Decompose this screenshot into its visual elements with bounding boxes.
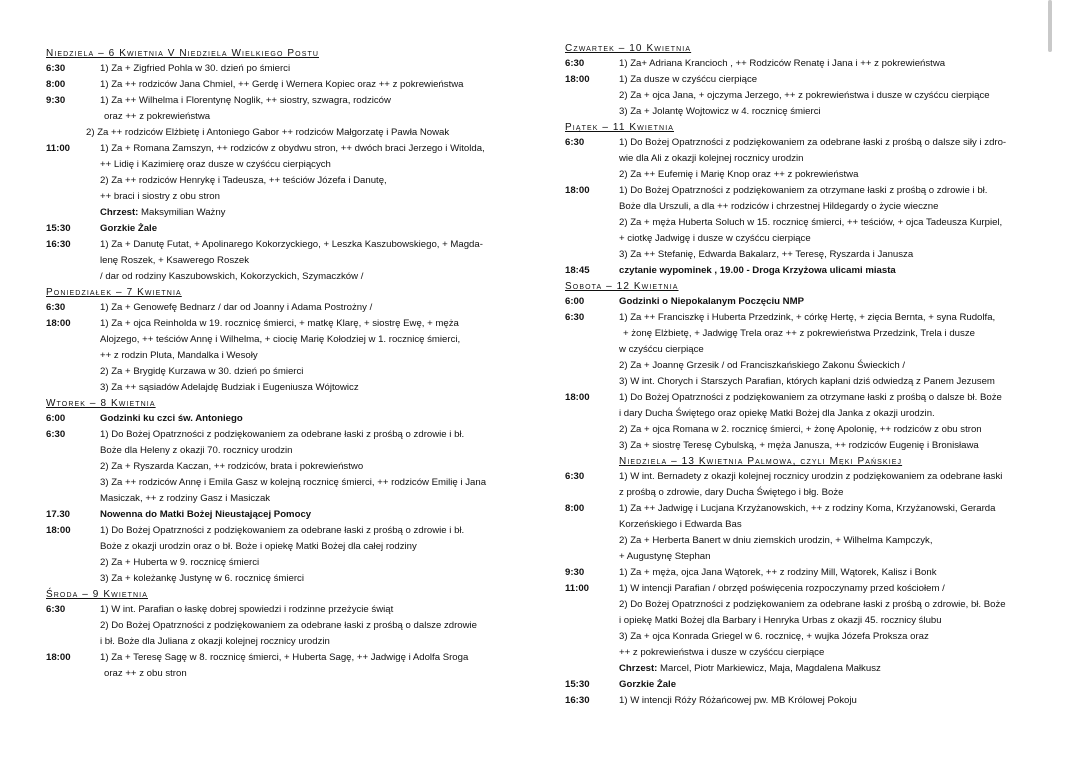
intention-line: 2) Za + Herberta Banert w dniu ziemskich urodzin, + Wilhelma Kampczyk, [619, 535, 933, 546]
intention-line: 1) Za ++ Wilhelma i Florentynę Noglik, ++ siostry, szwagra, rodziców [100, 95, 391, 106]
mass-time: 17.30 [46, 509, 71, 520]
day-header-tuesday-8: Wtorek – 8 Kwietnia [46, 398, 156, 409]
mass-row [565, 565, 1050, 581]
baptism-label: Chrzest: [619, 663, 658, 674]
intention-line: 3) Za + siostrę Teresę Cybulską, + męża Janusza, ++ rodziców Eugenię i Bronisława [619, 440, 979, 451]
intention-line: i dary Ducha Świętego oraz opiekę Matki Bożej dla Janka z okazji urodzin. [619, 408, 935, 419]
intention-line: + Augustynę Stephan [619, 551, 711, 562]
intention-line: z prośbą o zdrowie, dary Ducha Świętego i błg. Boże [619, 487, 844, 498]
baptism-names: Marcel, Piotr Markiewicz, Maja, Magdalena Małkusz [657, 663, 881, 674]
left-column [46, 46, 524, 682]
mass-time: 6:30 [46, 63, 66, 74]
intention-line: 1) Za + Danutę Futat, + Apolinarego Kokorzyckiego, + Leszka Kaszubowskiego, + Magda- [100, 239, 483, 250]
mass-time: 18:00 [565, 392, 590, 403]
mass-time: 8:00 [565, 503, 585, 514]
intention-line: 2) Za + ojca Jana, + ojczyma Jerzego, ++ z pokrewieństwa i dusze w czyśćcu cierpiące [619, 90, 990, 101]
intention-line: ++ braci i siostry z obu stron [100, 191, 220, 202]
intention-line: 1) W intencji Róży Różańcowej pw. MB Królowej Pokoju [619, 695, 857, 706]
intention-line: i bł. Boże dla Juliana z okazji kolejnej rocznicy urodzin [100, 636, 330, 647]
intention-line: 1) Za + ojca Reinholda w 19. rocznicę śmierci, + matkę Klarę, + siostrę Ewę, + męża [100, 318, 459, 329]
mass-row [565, 581, 1050, 677]
intention-line: 2) Za + Huberta w 9. rocznicę śmierci [100, 557, 260, 568]
mass-row [46, 221, 524, 237]
service-title: Nowenna do Matki Bożej Nieustającej Pomocy [100, 509, 312, 520]
mass-row [46, 237, 524, 285]
mass-time: 16:30 [46, 239, 71, 250]
mass-row [46, 602, 524, 650]
mass-time: 6:30 [46, 302, 66, 313]
mass-time: 6:30 [565, 137, 585, 148]
mass-row [565, 294, 1050, 310]
mass-row [46, 125, 524, 141]
mass-row [46, 61, 524, 77]
mass-row [565, 183, 1050, 263]
day-header-sunday-13: Niedziela – 13 Kwietnia Palmowa, czyli Męki Pańskiej [619, 456, 903, 467]
intention-line: 1) Do Bożej Opatrzności z podziękowaniem za odebrane łaski z prośbą o zdrowie i bł. [100, 429, 465, 440]
mass-row [46, 93, 524, 125]
mass-time: 8:00 [46, 79, 66, 90]
intention-line: 1) Do Bożej Opatrzności z podziękowaniem za odebrane łaski z prośbą o dalsze siły i zdro- [619, 137, 1007, 148]
intention-line: 2) Za + męża Huberta Soluch w 15. rocznicę śmierci, ++ teściów, + ojca Tadeusza Kurpiel, [619, 217, 1003, 228]
mass-time: 18:00 [46, 318, 71, 329]
mass-row [565, 693, 1050, 709]
mass-time: 6:30 [46, 429, 66, 440]
day-header-wednesday-9: Środa – 9 Kwietnia [46, 589, 148, 600]
mass-row [46, 141, 524, 221]
mass-time: 18:00 [565, 74, 590, 85]
intention-line: Alojzego, ++ teściów Annę i Wilhelma, + ciocię Marię Kołodziej w 1. rocznicę śmierci, [100, 334, 461, 345]
intention-line: 3) Za + Jolantę Wojtowicz w 4. rocznicę śmierci [619, 106, 821, 117]
intention-line: Korzeńskiego i Edwarda Bas [619, 519, 742, 530]
mass-row [565, 56, 1050, 72]
mass-row [565, 677, 1050, 693]
baptism-names: Maksymilian Ważny [138, 207, 226, 218]
intention-line: 1) Za ++ Jadwigę i Lucjana Krzyżanowskich, ++ z rodziny Koma, Krzyżanowski, Gerarda [619, 503, 996, 514]
day-header-sunday-6: Niedziela – 6 Kwietnia V Niedziela Wielkiego Postu [46, 48, 319, 59]
intention-line: 1) Za ++ rodziców Jana Chmiel, ++ Gerdę i Wernera Kopiec oraz ++ z pokrewieństwa [100, 79, 464, 90]
service-title: Godzinki ku czci św. Antoniego [100, 413, 243, 424]
intention-line: 3) Za ++ sąsiadów Adelajdę Budziak i Eugeniusza Wójtowicz [100, 382, 359, 393]
intention-line: 1) Za + Genowefę Bednarz / dar od Joanny i Adama Postrożny / [100, 302, 373, 313]
intention-line: wie dla Ali z okazji kolejnej rocznicy urodzin [619, 153, 804, 164]
mass-row [565, 72, 1050, 120]
mass-row [46, 523, 524, 587]
intention-line: 1) W int. Parafian o łaskę dobrej spowiedzi i rodzinne przeżycie świąt [100, 604, 394, 615]
intention-line: lenę Roszek, + Ksawerego Roszek [100, 255, 250, 266]
intention-line: 1) Za + Zigfried Pohla w 30. dzień po śmierci [100, 63, 291, 74]
intention-line: 2) Za + Ryszarda Kaczan, ++ rodziców, brata i pokrewieństwo [100, 461, 364, 472]
intention-line: 3) Za + koleżankę Justynę w 6. rocznicę śmierci [100, 573, 304, 584]
mass-row [565, 263, 1050, 279]
mass-time: 18:00 [46, 525, 71, 536]
intention-line: ++ Lidię i Kazimierę oraz dusze w czyśćcu cierpiących [100, 159, 331, 170]
mass-time: 18:45 [565, 265, 590, 276]
intention-line: 2) Do Bożej Opatrzności z podziękowaniem za odebrane łaski z prośbą o zdrowie, bł. Boże [619, 599, 1006, 610]
mass-time: 6:00 [46, 413, 66, 424]
mass-time: 18:00 [46, 652, 71, 663]
intention-line: Boże z okazji urodzin oraz o bł. Boże i opiekę Matki Bożej dla całej rodziny [100, 541, 417, 552]
mass-time: 6:00 [565, 296, 585, 307]
intention-line: Boże dla Urszuli, a dla ++ rodziców i chrzestnej Hildegardy o życie wieczne [619, 201, 939, 212]
intention-line: 1) Za ++ Franciszkę i Huberta Przedzink, + córkę Hertę, + zięcia Bernta, + syna Rudolfa, [619, 312, 996, 323]
intention-line: 2) Do Bożej Opatrzności z podziękowaniem za odebrane łaski z prośbą o dalsze zdrowie [100, 620, 478, 631]
intention-line: 2) Za ++ rodziców Henrykę i Tadeusza, ++ teściów Józefa i Danutę, [100, 175, 387, 186]
intention-line: 1) Za dusze w czyśćcu cierpiące [619, 74, 758, 85]
day-header-monday-7: Poniedziałek – 7 Kwietnia [46, 287, 182, 298]
mass-row [565, 501, 1050, 565]
right-column [565, 41, 1050, 709]
intention-line: 1) Do Bożej Opatrzności z podziękowaniem za otrzymane łaski z prośbą o zdrowie i bł. [619, 185, 988, 196]
mass-row [46, 411, 524, 427]
intention-line: 2) Za ++ rodziców Elżbietę i Antoniego Gabor ++ rodziców Małgorzatę i Pawła Nowak [86, 127, 450, 138]
mass-time: 16:30 [565, 695, 590, 706]
intention-line: 1) Za + Teresę Sagę w 8. rocznicę śmierci, + Huberta Sagę, ++ Jadwigę i Adolfa Sroga [100, 652, 469, 663]
day-header-saturday-12: Sobota – 12 Kwietnia [565, 281, 679, 292]
mass-row [46, 650, 524, 682]
intention-line: 3) Za ++ Stefanię, Edwarda Bakalarz, ++ Teresę, Ryszarda i Janusza [619, 249, 914, 260]
mass-time: 9:30 [46, 95, 66, 106]
intention-line: 1) W intencji Parafian / obrzęd poświęcenia rozpoczynamy przed kościołem / [619, 583, 945, 594]
mass-row [46, 316, 524, 396]
intention-line: 1) W int. Bernadety z okazji kolejnej rocznicy urodzin z podziękowaniem za odebrane łaski [619, 471, 1003, 482]
mass-time: 15:30 [565, 679, 590, 690]
intention-line: 2) Za + Joannę Grzesik / od Franciszkańskiego Zakonu Świeckich / [619, 360, 906, 371]
mass-time: 11:00 [46, 143, 71, 154]
intention-line: 2) Za + ojca Romana w 2. rocznicę śmierci, + żonę Apolonię, ++ rodziców z obu stron [619, 424, 982, 435]
intention-line: i opiekę Matki Bożej dla Barbary i Henryka Urbas z okazji 45. rocznicy ślubu [619, 615, 942, 626]
intention-line: Boże dla Heleny z okazji 70. rocznicy urodzin [100, 445, 293, 456]
intention-line: 3) Za ++ rodziców Annę i Emila Gasz w kolejną rocznicę śmierci, ++ rodziców Emilię i Jana [100, 477, 487, 488]
mass-time: 6:30 [565, 312, 585, 323]
baptism-line [619, 661, 1050, 677]
intention-line: 1) Za+ Adriana Krancioch , ++ Rodziców Renatę i Jana i ++ z pokrewieństwa [619, 58, 946, 69]
intention-line: 2) Za ++ Eufemię i Marię Knop oraz ++ z pokrewieństwa [619, 169, 859, 180]
intention-line: 1) Za + męża, ojca Jana Wątorek, ++ z rodziny Mill, Wątorek, Kalisz i Bonk [619, 567, 937, 578]
baptism-line [100, 205, 524, 221]
mass-time: 11:00 [565, 583, 590, 594]
mass-time: 6:30 [565, 58, 585, 69]
intention-line: 1) Za + Romana Zamszyn, ++ rodziców z obydwu stron, ++ dwóch braci Jerzego i Witolda, [100, 143, 485, 154]
service-title: Gorzkie Żale [100, 223, 158, 234]
service-title: czytanie wypominek , 19.00 - Droga Krzyżowa ulicami miasta [619, 265, 896, 276]
mass-time: 6:30 [46, 604, 66, 615]
mass-time: 9:30 [565, 567, 585, 578]
intention-line: / dar od rodziny Kaszubowskich, Kokorzyckich, Szymaczków / [100, 271, 364, 282]
mass-row [565, 135, 1050, 183]
mass-row [46, 77, 524, 93]
intention-line: oraz ++ z pokrewieństwa [104, 111, 211, 122]
mass-time: 15:30 [46, 223, 71, 234]
intention-line: w czyśćcu cierpiące [619, 344, 704, 355]
intention-line: Masiczak, ++ z rodziny Gasz i Masiczak [100, 493, 271, 504]
intention-line: 3) W int. Chorych i Starszych Parafian, których kapłani dziś odwiedzą z Panem Jezusem [619, 376, 995, 387]
intention-line: ++ z rodzin Pluta, Mandalka i Wesoły [100, 350, 258, 361]
mass-time: 6:30 [565, 471, 585, 482]
day-header-thursday-10: Czwartek – 10 Kwietnia [565, 43, 692, 54]
intention-line: 3) Za + ojca Konrada Griegel w 6. rocznicę, + wujka Józefa Proksza oraz [619, 631, 929, 642]
mass-row [565, 390, 1050, 454]
intention-line: 1) Do Bożej Opatrzności z podziękowaniem za odebrane łaski z prośbą o zdrowie i bł. [100, 525, 465, 536]
intention-line: oraz ++ z obu stron [104, 668, 187, 679]
baptism-label: Chrzest: [100, 207, 139, 218]
mass-row [565, 469, 1050, 501]
intention-line: + ciotkę Jadwigę i dusze w czyśćcu cierpiące [619, 233, 811, 244]
service-title: Gorzkie Żale [619, 679, 677, 690]
mass-time: 18:00 [565, 185, 590, 196]
intention-line: + żonę Elżbietę, + Jadwigę Trela oraz ++ z pokrewieństwa Przedzink, Trela i dusze [623, 328, 975, 339]
mass-row [46, 507, 524, 523]
mass-row [46, 427, 524, 507]
intention-line: ++ z pokrewieństwa i dusze w czyśćcu cierpiące [619, 647, 825, 658]
mass-row [565, 310, 1050, 390]
intention-line: 2) Za + Brygidę Kurzawa w 30. dzień po śmierci [100, 366, 304, 377]
day-header-friday-11: Piątek – 11 Kwietnia [565, 122, 675, 133]
intention-line: 1) Do Bożej Opatrzności z podziękowaniem za otrzymane łaski z prośbą o dalsze bł. Boże [619, 392, 1002, 403]
service-title: Godzinki o Niepokalanym Poczęciu NMP [619, 296, 804, 307]
mass-row [46, 300, 524, 316]
